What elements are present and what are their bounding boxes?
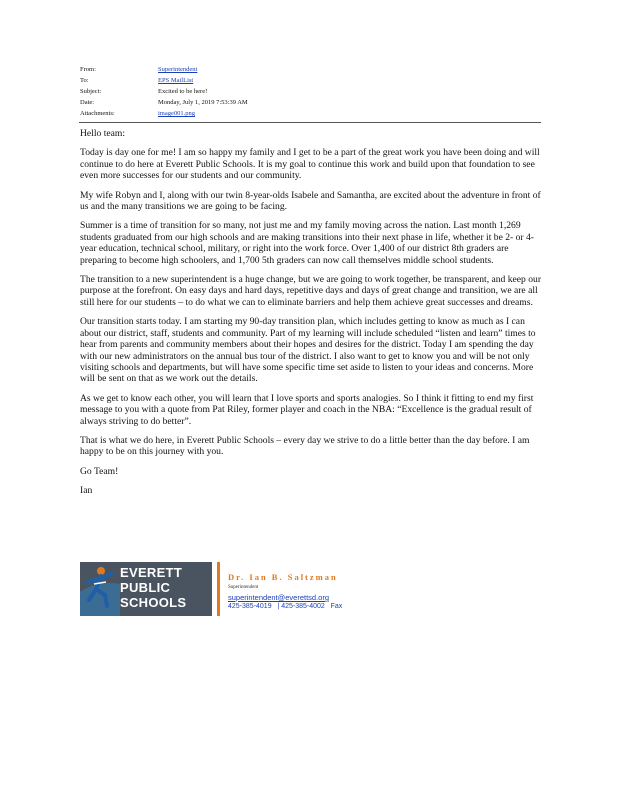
header-attachments-row bbox=[80, 108, 540, 119]
from-value-link[interactable]: Superintendent bbox=[158, 66, 198, 73]
header-from-row bbox=[80, 64, 540, 75]
date-value: Monday, July 1, 2019 7:53:39 AM bbox=[158, 99, 248, 106]
subject-label: Subject: bbox=[80, 88, 102, 95]
email-body bbox=[80, 128, 542, 505]
header-divider bbox=[79, 122, 541, 123]
greeting: Hello team: bbox=[80, 128, 126, 139]
body-paragraph: Summer is a time of transition for so many, not just me and my family moving across the nation. Last month 1,269 students graduated from our high schools and are making transitions into their next phase in life, whether it be 2- or 4-year education, technical school, military, or right into the work force. Over 1,400 of our district 8th graders are preparing to become high schoolers, and 1,700 5th graders can now call themselves middle school students. bbox=[80, 220, 534, 266]
attachment-link[interactable]: image001.png bbox=[158, 110, 196, 117]
subject-value: Excited to be here! bbox=[158, 88, 208, 95]
from-label: From: bbox=[80, 66, 96, 73]
body-paragraph: The transition to a new superintendent is a huge change, but we are going to work together, be transparent, and keep our purpose at the forefront. On easy days and hard days, repetitive days and days of great change and transition, we are all still here for our students – to do what we can to eliminate barriers and help them achieve great successes and dreams. bbox=[80, 274, 542, 308]
body-paragraph: As we get to know each other, you will learn that I love sports and sports analogies. So I think it fitting to end my first message to you with a quote from Pat Riley, former player and coach in the NBA: “Excellence is the gradual result of always striving to do better”. bbox=[80, 392, 534, 427]
signature-email-link[interactable]: superintendent@everettsd.org bbox=[228, 593, 330, 602]
body-paragraph: My wife Robyn and I, along with our twin 8-year-olds Isabele and Samantha, are excited about the adventure in front of us and the many transitions we are going to be facing. bbox=[80, 189, 541, 213]
body-paragraph: Our transition starts today. I am starting my 90-day transition plan, which includes getting to know as much as I can about our district, staff, students and community. Part of my learning will include scheduled “listen and learn” times to hear from parents and community members about their hopes and desires for the district. Today I am spending the day with our new administrators on the annual bus tour of the district. I also want to get to know you and will be not only visiting schools and departments, but will have some specific time set aside to listen to your ideas and concerns. More will be sent on that as we work out the details. bbox=[80, 316, 536, 385]
logo-text-everett: EVERETT bbox=[120, 565, 183, 580]
closing: Go Team! bbox=[80, 465, 119, 477]
email-signature bbox=[80, 562, 480, 618]
header-subject-row bbox=[80, 86, 540, 97]
header-to-row bbox=[80, 75, 540, 86]
header-date-row bbox=[80, 97, 540, 108]
logo-text-schools: SCHOOLS bbox=[120, 595, 187, 610]
everett-public-schools-logo bbox=[80, 562, 212, 616]
to-label: To: bbox=[80, 77, 89, 84]
signoff: Ian bbox=[80, 485, 93, 497]
attachments-label: Attachments: bbox=[80, 110, 115, 117]
signature-phone-numbers: 425-385-4019 | 425-385-4002 Fax bbox=[228, 603, 343, 610]
date-label: Date: bbox=[80, 99, 95, 106]
to-value-link[interactable]: EPS MailList bbox=[158, 77, 194, 84]
body-paragraph: That is what we do here, in Everett Public Schools – every day we strive to do a little better than the day before. I am happy to be on this journey with you. bbox=[80, 434, 530, 458]
signature-title: Superintendent bbox=[228, 585, 259, 590]
email-header bbox=[80, 64, 540, 119]
signature-name: Dr. Ian B. Saltzman bbox=[228, 572, 338, 582]
signature-accent-bar bbox=[217, 562, 220, 616]
logo-text-public: PUBLIC bbox=[120, 580, 171, 595]
body-paragraph: Today is day one for me! I am so happy my family and I get to be a part of the great work you have been doing and will continue to do here at Everett Public Schools. It is my goal to continue this work and build upon that foundation to see even more successes for our students and our community. bbox=[80, 147, 540, 182]
